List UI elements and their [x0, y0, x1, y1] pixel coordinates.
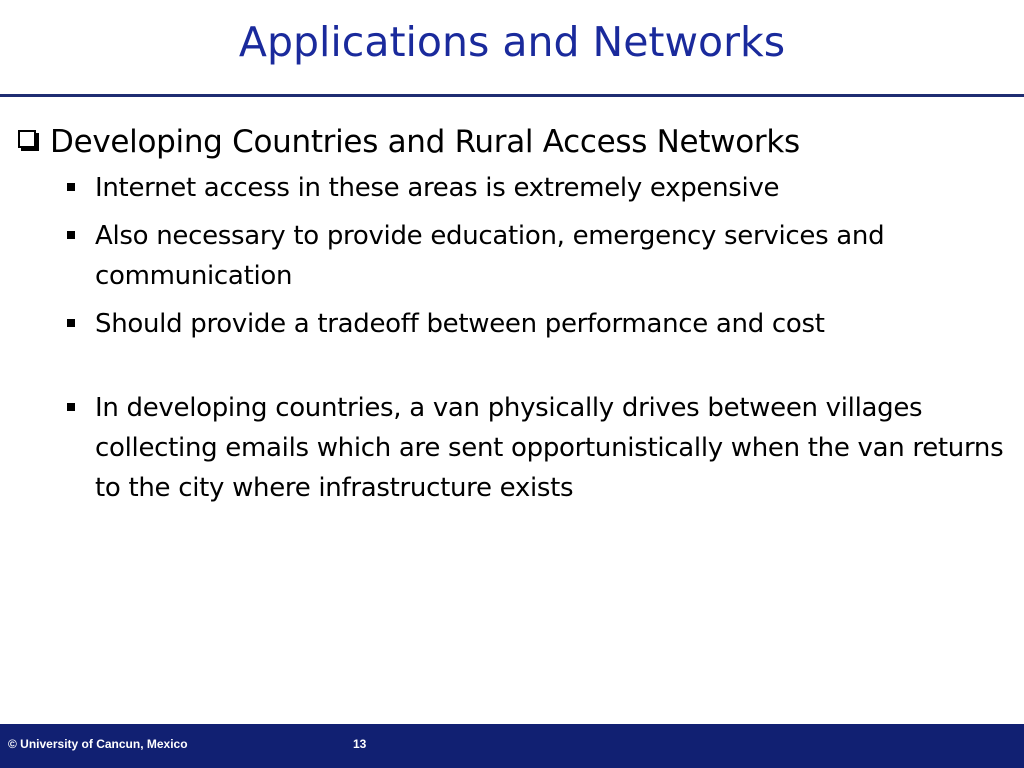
- square-bullet-icon: [67, 319, 75, 327]
- bullet-item: [0, 168, 1024, 208]
- slide-content: [0, 118, 1024, 516]
- square-bullet-icon: [67, 183, 75, 191]
- bullet-text: In developing countries, a van physically drives between villages collecting emails which are sent opportunistically when the van returns to the city where infrastructure exists: [95, 393, 1004, 503]
- level1-text: Developing Countries and Rural Access Networks: [50, 124, 800, 160]
- footer-copyright: © University of Cancun, Mexico: [8, 737, 188, 751]
- page-number: 13: [353, 737, 367, 751]
- title-divider: [0, 94, 1024, 97]
- bullet-text: Should provide a tradeoff between performance and cost: [95, 309, 825, 339]
- bullet-item: [0, 304, 1024, 344]
- bullet-item: [0, 388, 1024, 508]
- square-bullet-icon: [67, 403, 75, 411]
- footer-bar: [0, 724, 1024, 768]
- checkbox-bullet-icon: [18, 130, 36, 148]
- bullet-text: Also necessary to provide education, emergency services and communication: [95, 221, 885, 291]
- slide-title: Applications and Networks: [238, 18, 786, 66]
- bullet-list: [0, 168, 1024, 508]
- square-bullet-icon: [67, 231, 75, 239]
- bullet-text: Internet access in these areas is extremely expensive: [95, 173, 780, 203]
- level1-item: [0, 118, 1024, 168]
- bullet-item: [0, 216, 1024, 296]
